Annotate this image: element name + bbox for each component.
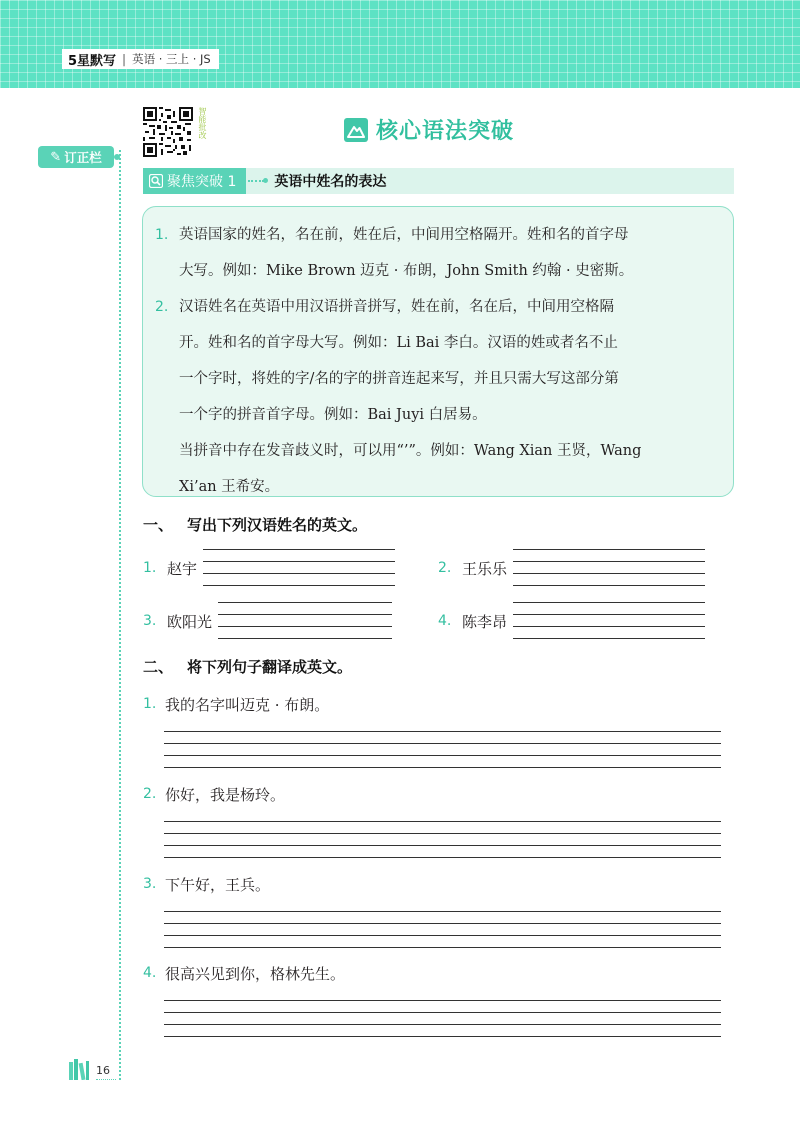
focus-bar (143, 168, 734, 194)
note-number: 1. (155, 227, 169, 243)
header-separator: | (122, 52, 127, 66)
qr-caption: 智能批改 (198, 107, 207, 139)
item-label: 欧阳光 (167, 612, 213, 631)
note-line (155, 217, 721, 253)
pencil-icon: ✎ (50, 149, 62, 165)
books-icon (68, 1058, 92, 1080)
focus-tag (143, 168, 246, 194)
note-line (155, 397, 721, 433)
answer-lines[interactable] (164, 1000, 721, 1038)
item-number: 1. (143, 560, 157, 576)
note-text: 英语国家的姓名，名在前，姓在后，中间用空格隔开。姓和名的首字母 (179, 227, 629, 243)
answer-lines[interactable] (164, 821, 721, 859)
answer-lines[interactable] (513, 602, 705, 640)
item-number: 1. (143, 696, 157, 712)
focus-connector (248, 180, 264, 182)
note-text: 当拼音中存在发音歧义时，可以用“’”。例如：Wang Xian 王贤，Wang (179, 443, 642, 459)
note-line (155, 325, 721, 361)
note-line (155, 361, 721, 397)
correction-column-tag (38, 146, 114, 168)
item-label: 赵宇 (167, 559, 198, 578)
answer-lines[interactable] (164, 731, 721, 769)
name-item (438, 549, 705, 587)
item-label: 我的名字叫迈克 · 布朗。 (165, 695, 330, 714)
item-label: 王乐乐 (462, 559, 508, 578)
item-number: 3. (143, 876, 157, 892)
note-text: 一个字的拼音首字母。例如：Bai Juyi 白居易。 (179, 407, 487, 423)
page-number: 16 (96, 1064, 116, 1080)
section-1-number: 一、 (143, 516, 174, 534)
page-title-group (344, 114, 514, 145)
focus-tag-label: 聚焦突破 1 (167, 174, 237, 190)
name-item (438, 602, 705, 640)
note-number: 2. (155, 299, 169, 315)
correction-label: 订正栏 (64, 150, 102, 165)
item-number: 4. (143, 965, 157, 981)
answer-lines[interactable] (218, 602, 392, 640)
note-line (155, 433, 721, 469)
section-1-title: 写出下列汉语姓名的英文。 (187, 516, 368, 534)
note-line (155, 289, 721, 325)
sentence-item (143, 873, 723, 949)
brand-label: 5星默写 (68, 53, 117, 69)
item-number: 3. (143, 613, 157, 629)
section-2-number: 二、 (143, 658, 174, 676)
name-item (143, 549, 395, 587)
margin-dotted-line (119, 150, 121, 1080)
answer-lines[interactable] (513, 549, 705, 587)
note-text: 一个字时，将姓的字/名的字的拼音连起来写，并且只需大写这部分第 (179, 371, 619, 387)
focus-title: 英语中姓名的表达 (274, 174, 387, 190)
item-number: 2. (438, 560, 452, 576)
note-line (155, 469, 721, 505)
book-subtitle: 英语 · 三上 · JS (132, 52, 211, 66)
note-text: Xi’an 王希安。 (179, 479, 280, 495)
magnifier-icon (149, 174, 163, 188)
name-item (143, 602, 392, 640)
item-label: 陈李昂 (462, 612, 508, 631)
item-label: 你好，我是杨玲。 (165, 785, 286, 804)
item-number: 2. (143, 786, 157, 802)
item-label: 下午好，王兵。 (165, 875, 271, 894)
section-2-heading (143, 656, 352, 677)
note-text: 汉语姓名在英语中用汉语拼音拼写，姓在前，名在后，中间用空格隔 (179, 299, 614, 315)
sentence-item (143, 783, 723, 859)
answer-lines[interactable] (164, 911, 721, 949)
item-label: 很高兴见到你，格林先生。 (165, 964, 346, 983)
sentence-item (143, 693, 723, 769)
note-text: 开。姓和名的首字母大写。例如：Li Bai 李白。汉语的姓或者名不止 (179, 335, 618, 351)
qr-code-icon[interactable] (143, 107, 193, 157)
section-2-title: 将下列句子翻译成英文。 (187, 658, 353, 676)
notes-box (142, 206, 734, 497)
section-1-heading (143, 514, 367, 535)
mountain-icon (344, 118, 368, 142)
answer-lines[interactable] (203, 549, 395, 587)
item-number: 4. (438, 613, 452, 629)
page-title: 核心语法突破 (376, 119, 515, 144)
header-band (0, 0, 800, 88)
sentence-item (143, 962, 723, 1038)
note-text: 大写。例如：Mike Brown 迈克 · 布朗，John Smith 约翰 · 史密斯。 (179, 263, 634, 279)
note-line (155, 253, 721, 289)
footer (68, 1058, 116, 1080)
book-tag (62, 49, 219, 69)
